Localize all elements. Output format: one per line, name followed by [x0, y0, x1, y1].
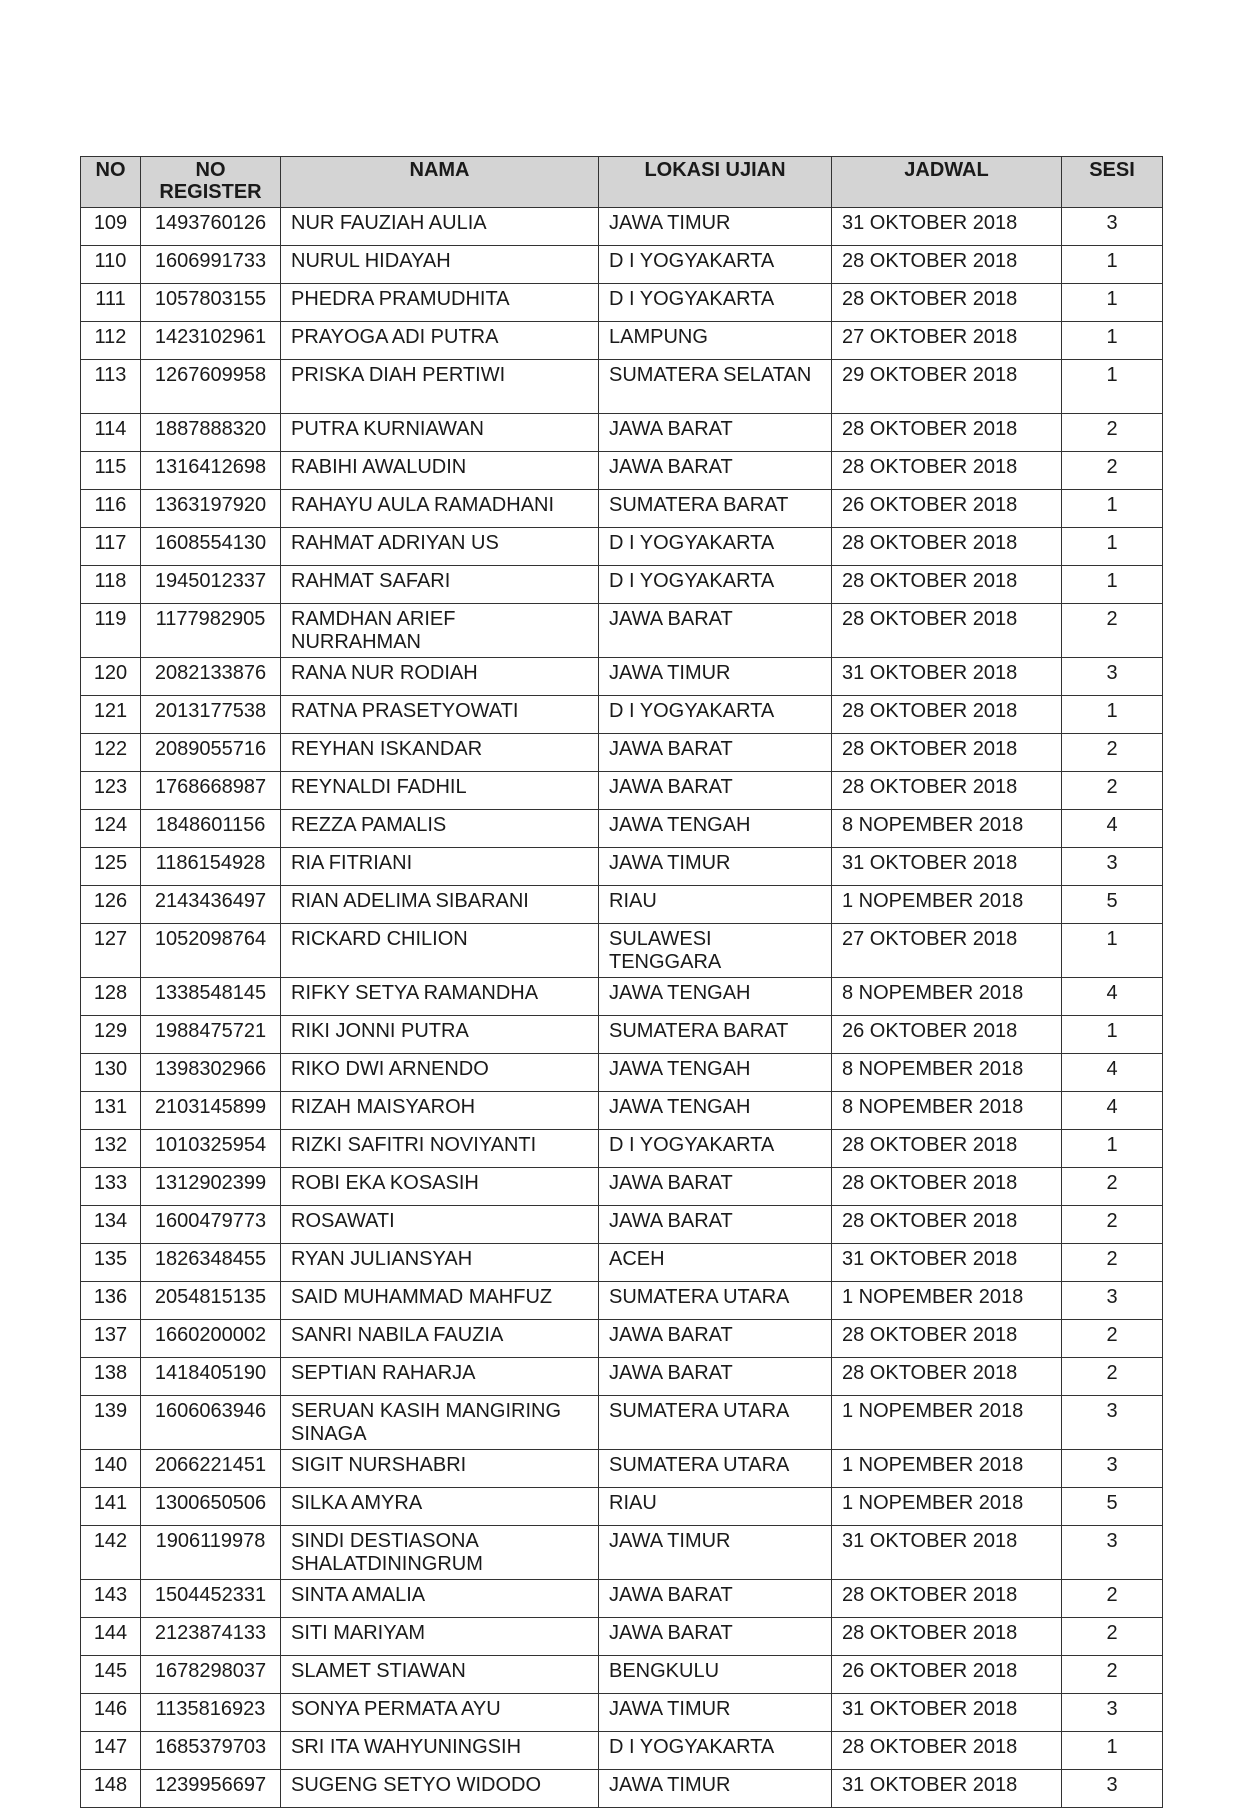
- table-row: [81, 414, 1163, 452]
- cell-no: 130: [81, 1054, 141, 1092]
- table-row: [81, 528, 1163, 566]
- cell-jadwal: 1 NOPEMBER 2018: [832, 1282, 1062, 1320]
- cell-jadwal: 28 OKTOBER 2018: [832, 246, 1062, 284]
- cell-nama: REZZA PAMALIS: [281, 810, 599, 848]
- cell-no-register: 2013177538: [141, 696, 281, 734]
- cell-no-register: 1239956697: [141, 1770, 281, 1808]
- cell-nama: ROSAWATI: [281, 1206, 599, 1244]
- table-row: [81, 978, 1163, 1016]
- cell-lokasi-ujian: SUMATERA UTARA: [599, 1450, 832, 1488]
- cell-lokasi-ujian: JAWA BARAT: [599, 604, 832, 658]
- cell-no: 131: [81, 1092, 141, 1130]
- cell-lokasi-ujian: JAWA BARAT: [599, 414, 832, 452]
- header-no: NO: [81, 157, 141, 208]
- cell-jadwal: 8 NOPEMBER 2018: [832, 978, 1062, 1016]
- cell-nama: PRISKA DIAH PERTIWI: [281, 360, 599, 414]
- cell-nama: SUGENG SETYO WIDODO: [281, 1770, 599, 1808]
- cell-nama: PRAYOGA ADI PUTRA: [281, 322, 599, 360]
- cell-nama: SAID MUHAMMAD MAHFUZ: [281, 1282, 599, 1320]
- cell-nama: RIZAH MAISYAROH: [281, 1092, 599, 1130]
- cell-jadwal: 8 NOPEMBER 2018: [832, 810, 1062, 848]
- cell-jadwal: 28 OKTOBER 2018: [832, 1580, 1062, 1618]
- cell-lokasi-ujian: JAWA BARAT: [599, 1206, 832, 1244]
- cell-lokasi-ujian: JAWA TENGAH: [599, 1054, 832, 1092]
- cell-no-register: 1848601156: [141, 810, 281, 848]
- cell-lokasi-ujian: SUMATERA UTARA: [599, 1282, 832, 1320]
- cell-no-register: 1606063946: [141, 1396, 281, 1450]
- cell-nama: SINTA AMALIA: [281, 1580, 599, 1618]
- cell-sesi: 2: [1062, 734, 1163, 772]
- table-row: [81, 924, 1163, 978]
- cell-jadwal: 28 OKTOBER 2018: [832, 1320, 1062, 1358]
- table-row: [81, 1618, 1163, 1656]
- cell-nama: SANRI NABILA FAUZIA: [281, 1320, 599, 1358]
- cell-no-register: 1685379703: [141, 1732, 281, 1770]
- cell-no: 147: [81, 1732, 141, 1770]
- cell-sesi: 4: [1062, 810, 1163, 848]
- cell-no-register: 1316412698: [141, 452, 281, 490]
- cell-nama: RAHMAT SAFARI: [281, 566, 599, 604]
- table-row: [81, 490, 1163, 528]
- cell-jadwal: 1 NOPEMBER 2018: [832, 1396, 1062, 1450]
- cell-nama: RIKI JONNI PUTRA: [281, 1016, 599, 1054]
- cell-lokasi-ujian: D I YOGYAKARTA: [599, 284, 832, 322]
- cell-no: 135: [81, 1244, 141, 1282]
- table-row: [81, 658, 1163, 696]
- cell-sesi: 4: [1062, 1054, 1163, 1092]
- cell-no: 113: [81, 360, 141, 414]
- table-row: [81, 1206, 1163, 1244]
- cell-no-register: 1600479773: [141, 1206, 281, 1244]
- cell-lokasi-ujian: JAWA BARAT: [599, 452, 832, 490]
- cell-no-register: 1398302966: [141, 1054, 281, 1092]
- table-row: [81, 1054, 1163, 1092]
- cell-no-register: 1177982905: [141, 604, 281, 658]
- cell-no-register: 1887888320: [141, 414, 281, 452]
- table-row: [81, 1770, 1163, 1808]
- cell-no: 140: [81, 1450, 141, 1488]
- cell-no: 133: [81, 1168, 141, 1206]
- cell-jadwal: 8 NOPEMBER 2018: [832, 1054, 1062, 1092]
- table-row: [81, 246, 1163, 284]
- table-row: [81, 1656, 1163, 1694]
- cell-jadwal: 28 OKTOBER 2018: [832, 734, 1062, 772]
- cell-sesi: 2: [1062, 1656, 1163, 1694]
- cell-jadwal: 31 OKTOBER 2018: [832, 658, 1062, 696]
- cell-no-register: 1363197920: [141, 490, 281, 528]
- header-sesi: SESI: [1062, 157, 1163, 208]
- cell-sesi: 3: [1062, 1694, 1163, 1732]
- cell-nama: RABIHI AWALUDIN: [281, 452, 599, 490]
- cell-jadwal: 28 OKTOBER 2018: [832, 452, 1062, 490]
- cell-lokasi-ujian: JAWA BARAT: [599, 1618, 832, 1656]
- cell-lokasi-ujian: JAWA TENGAH: [599, 1092, 832, 1130]
- cell-nama: REYHAN ISKANDAR: [281, 734, 599, 772]
- cell-sesi: 1: [1062, 284, 1163, 322]
- cell-no: 118: [81, 566, 141, 604]
- cell-sesi: 1: [1062, 246, 1163, 284]
- cell-lokasi-ujian: RIAU: [599, 886, 832, 924]
- table-row: [81, 208, 1163, 246]
- header-jadwal: JADWAL: [832, 157, 1062, 208]
- cell-jadwal: 31 OKTOBER 2018: [832, 1526, 1062, 1580]
- cell-nama: ROBI EKA KOSASIH: [281, 1168, 599, 1206]
- cell-sesi: 2: [1062, 414, 1163, 452]
- cell-no: 109: [81, 208, 141, 246]
- cell-no: 124: [81, 810, 141, 848]
- cell-nama: SIGIT NURSHABRI: [281, 1450, 599, 1488]
- cell-jadwal: 26 OKTOBER 2018: [832, 490, 1062, 528]
- cell-nama: SERUAN KASIH MANGIRING SINAGA: [281, 1396, 599, 1450]
- cell-nama: RAHMAT ADRIYAN US: [281, 528, 599, 566]
- cell-sesi: 4: [1062, 978, 1163, 1016]
- table-row: [81, 1016, 1163, 1054]
- cell-sesi: 4: [1062, 1092, 1163, 1130]
- cell-lokasi-ujian: JAWA TENGAH: [599, 978, 832, 1016]
- cell-no-register: 1338548145: [141, 978, 281, 1016]
- table-row: [81, 452, 1163, 490]
- cell-jadwal: 28 OKTOBER 2018: [832, 1206, 1062, 1244]
- cell-sesi: 1: [1062, 696, 1163, 734]
- cell-no: 122: [81, 734, 141, 772]
- table-row: [81, 1168, 1163, 1206]
- cell-no: 148: [81, 1770, 141, 1808]
- cell-jadwal: 31 OKTOBER 2018: [832, 1244, 1062, 1282]
- cell-no: 128: [81, 978, 141, 1016]
- cell-sesi: 2: [1062, 1580, 1163, 1618]
- cell-sesi: 1: [1062, 1130, 1163, 1168]
- cell-lokasi-ujian: D I YOGYAKARTA: [599, 528, 832, 566]
- cell-no: 137: [81, 1320, 141, 1358]
- cell-jadwal: 28 OKTOBER 2018: [832, 566, 1062, 604]
- cell-sesi: 2: [1062, 1206, 1163, 1244]
- cell-lokasi-ujian: JAWA BARAT: [599, 1320, 832, 1358]
- cell-no: 111: [81, 284, 141, 322]
- cell-jadwal: 28 OKTOBER 2018: [832, 696, 1062, 734]
- cell-lokasi-ujian: JAWA TIMUR: [599, 1526, 832, 1580]
- cell-sesi: 3: [1062, 1396, 1163, 1450]
- cell-lokasi-ujian: SUMATERA BARAT: [599, 490, 832, 528]
- cell-jadwal: 28 OKTOBER 2018: [832, 1168, 1062, 1206]
- cell-no: 142: [81, 1526, 141, 1580]
- header-lokasi-ujian: LOKASI UJIAN: [599, 157, 832, 208]
- cell-nama: SITI MARIYAM: [281, 1618, 599, 1656]
- cell-lokasi-ujian: SUMATERA BARAT: [599, 1016, 832, 1054]
- cell-no-register: 1906119978: [141, 1526, 281, 1580]
- table-row: [81, 696, 1163, 734]
- cell-sesi: 2: [1062, 1358, 1163, 1396]
- cell-lokasi-ujian: BENGKULU: [599, 1656, 832, 1694]
- cell-no-register: 1826348455: [141, 1244, 281, 1282]
- cell-no-register: 1660200002: [141, 1320, 281, 1358]
- cell-no-register: 1312902399: [141, 1168, 281, 1206]
- cell-jadwal: 28 OKTOBER 2018: [832, 284, 1062, 322]
- cell-lokasi-ujian: JAWA BARAT: [599, 1168, 832, 1206]
- table-header-row: [81, 157, 1163, 208]
- table-row: [81, 1694, 1163, 1732]
- cell-nama: SLAMET STIAWAN: [281, 1656, 599, 1694]
- cell-jadwal: 29 OKTOBER 2018: [832, 360, 1062, 414]
- cell-jadwal: 28 OKTOBER 2018: [832, 528, 1062, 566]
- cell-sesi: 3: [1062, 208, 1163, 246]
- cell-no: 139: [81, 1396, 141, 1450]
- cell-no: 143: [81, 1580, 141, 1618]
- cell-sesi: 1: [1062, 924, 1163, 978]
- cell-no-register: 1988475721: [141, 1016, 281, 1054]
- cell-nama: RATNA PRASETYOWATI: [281, 696, 599, 734]
- cell-jadwal: 28 OKTOBER 2018: [832, 1732, 1062, 1770]
- table-row: [81, 734, 1163, 772]
- table-row: [81, 1450, 1163, 1488]
- cell-jadwal: 31 OKTOBER 2018: [832, 208, 1062, 246]
- cell-no-register: 1267609958: [141, 360, 281, 414]
- cell-sesi: 2: [1062, 452, 1163, 490]
- cell-lokasi-ujian: D I YOGYAKARTA: [599, 566, 832, 604]
- cell-no-register: 2066221451: [141, 1450, 281, 1488]
- cell-no: 116: [81, 490, 141, 528]
- cell-nama: PUTRA KURNIAWAN: [281, 414, 599, 452]
- cell-sesi: 1: [1062, 490, 1163, 528]
- table-body: [81, 208, 1163, 1808]
- cell-no: 117: [81, 528, 141, 566]
- table-row: [81, 810, 1163, 848]
- cell-lokasi-ujian: D I YOGYAKARTA: [599, 696, 832, 734]
- table-row: [81, 360, 1163, 414]
- cell-lokasi-ujian: JAWA TIMUR: [599, 1770, 832, 1808]
- cell-lokasi-ujian: D I YOGYAKARTA: [599, 1732, 832, 1770]
- cell-jadwal: 28 OKTOBER 2018: [832, 604, 1062, 658]
- cell-lokasi-ujian: SUMATERA SELATAN: [599, 360, 832, 414]
- cell-nama: RANA NUR RODIAH: [281, 658, 599, 696]
- table-row: [81, 566, 1163, 604]
- cell-nama: RAHAYU AULA RAMADHANI: [281, 490, 599, 528]
- cell-no: 110: [81, 246, 141, 284]
- cell-nama: SRI ITA WAHYUNINGSIH: [281, 1732, 599, 1770]
- cell-no: 132: [81, 1130, 141, 1168]
- cell-no-register: 1608554130: [141, 528, 281, 566]
- cell-sesi: 2: [1062, 1244, 1163, 1282]
- cell-no: 144: [81, 1618, 141, 1656]
- cell-nama: RAMDHAN ARIEF NURRAHMAN: [281, 604, 599, 658]
- cell-no: 138: [81, 1358, 141, 1396]
- cell-sesi: 1: [1062, 322, 1163, 360]
- table-row: [81, 1358, 1163, 1396]
- cell-no: 119: [81, 604, 141, 658]
- cell-sesi: 2: [1062, 772, 1163, 810]
- cell-lokasi-ujian: JAWA TIMUR: [599, 208, 832, 246]
- cell-no: 141: [81, 1488, 141, 1526]
- table-row: [81, 1732, 1163, 1770]
- table-row: [81, 1130, 1163, 1168]
- cell-sesi: 5: [1062, 1488, 1163, 1526]
- cell-no: 126: [81, 886, 141, 924]
- cell-no-register: 1010325954: [141, 1130, 281, 1168]
- cell-sesi: 5: [1062, 886, 1163, 924]
- participant-table: [80, 156, 1163, 1808]
- cell-jadwal: 31 OKTOBER 2018: [832, 848, 1062, 886]
- cell-nama: RIKO DWI ARNENDO: [281, 1054, 599, 1092]
- header-nama: NAMA: [281, 157, 599, 208]
- cell-nama: SONYA PERMATA AYU: [281, 1694, 599, 1732]
- table-row: [81, 1282, 1163, 1320]
- cell-lokasi-ujian: LAMPUNG: [599, 322, 832, 360]
- cell-no-register: 1300650506: [141, 1488, 281, 1526]
- cell-sesi: 1: [1062, 528, 1163, 566]
- cell-nama: NURUL HIDAYAH: [281, 246, 599, 284]
- cell-no: 112: [81, 322, 141, 360]
- cell-no-register: 1057803155: [141, 284, 281, 322]
- cell-no: 127: [81, 924, 141, 978]
- cell-nama: SILKA AMYRA: [281, 1488, 599, 1526]
- cell-sesi: 2: [1062, 1168, 1163, 1206]
- cell-jadwal: 28 OKTOBER 2018: [832, 414, 1062, 452]
- cell-sesi: 1: [1062, 1016, 1163, 1054]
- cell-no-register: 1945012337: [141, 566, 281, 604]
- cell-jadwal: 28 OKTOBER 2018: [832, 772, 1062, 810]
- cell-lokasi-ujian: RIAU: [599, 1488, 832, 1526]
- cell-lokasi-ujian: SULAWESI TENGGARA: [599, 924, 832, 978]
- cell-jadwal: 1 NOPEMBER 2018: [832, 1488, 1062, 1526]
- cell-jadwal: 26 OKTOBER 2018: [832, 1016, 1062, 1054]
- cell-no: 145: [81, 1656, 141, 1694]
- cell-no-register: 1678298037: [141, 1656, 281, 1694]
- table-row: [81, 1526, 1163, 1580]
- cell-no-register: 2123874133: [141, 1618, 281, 1656]
- cell-lokasi-ujian: SUMATERA UTARA: [599, 1396, 832, 1450]
- cell-jadwal: 27 OKTOBER 2018: [832, 924, 1062, 978]
- cell-jadwal: 1 NOPEMBER 2018: [832, 886, 1062, 924]
- header-no-register: NO REGISTER: [141, 157, 281, 208]
- cell-no: 120: [81, 658, 141, 696]
- cell-jadwal: 26 OKTOBER 2018: [832, 1656, 1062, 1694]
- cell-lokasi-ujian: D I YOGYAKARTA: [599, 246, 832, 284]
- cell-sesi: 1: [1062, 1732, 1163, 1770]
- cell-no-register: 1606991733: [141, 246, 281, 284]
- cell-no: 121: [81, 696, 141, 734]
- cell-nama: RIZKI SAFITRI NOVIYANTI: [281, 1130, 599, 1168]
- cell-sesi: 3: [1062, 658, 1163, 696]
- table-row: [81, 1244, 1163, 1282]
- table-row: [81, 1580, 1163, 1618]
- cell-no-register: 1768668987: [141, 772, 281, 810]
- cell-sesi: 3: [1062, 1282, 1163, 1320]
- cell-sesi: 2: [1062, 1618, 1163, 1656]
- cell-no: 123: [81, 772, 141, 810]
- cell-nama: RIA FITRIANI: [281, 848, 599, 886]
- table-row: [81, 886, 1163, 924]
- cell-nama: NUR FAUZIAH AULIA: [281, 208, 599, 246]
- table-row: [81, 1092, 1163, 1130]
- table-row: [81, 848, 1163, 886]
- cell-lokasi-ujian: JAWA TIMUR: [599, 658, 832, 696]
- cell-no-register: 1186154928: [141, 848, 281, 886]
- cell-nama: REYNALDI FADHIL: [281, 772, 599, 810]
- cell-lokasi-ujian: JAWA TENGAH: [599, 810, 832, 848]
- cell-no-register: 1418405190: [141, 1358, 281, 1396]
- cell-sesi: 3: [1062, 1450, 1163, 1488]
- cell-lokasi-ujian: JAWA BARAT: [599, 1358, 832, 1396]
- cell-lokasi-ujian: JAWA TIMUR: [599, 1694, 832, 1732]
- cell-no: 134: [81, 1206, 141, 1244]
- cell-jadwal: 28 OKTOBER 2018: [832, 1618, 1062, 1656]
- cell-no-register: 1052098764: [141, 924, 281, 978]
- table-row: [81, 284, 1163, 322]
- cell-jadwal: 1 NOPEMBER 2018: [832, 1450, 1062, 1488]
- cell-lokasi-ujian: JAWA BARAT: [599, 734, 832, 772]
- cell-jadwal: 8 NOPEMBER 2018: [832, 1092, 1062, 1130]
- cell-no: 115: [81, 452, 141, 490]
- cell-jadwal: 31 OKTOBER 2018: [832, 1770, 1062, 1808]
- cell-sesi: 2: [1062, 1320, 1163, 1358]
- table-row: [81, 322, 1163, 360]
- cell-no-register: 2143436497: [141, 886, 281, 924]
- cell-no-register: 2089055716: [141, 734, 281, 772]
- cell-no: 114: [81, 414, 141, 452]
- cell-nama: RYAN JULIANSYAH: [281, 1244, 599, 1282]
- cell-no: 136: [81, 1282, 141, 1320]
- cell-no-register: 1135816923: [141, 1694, 281, 1732]
- cell-no: 129: [81, 1016, 141, 1054]
- cell-nama: RICKARD CHILION: [281, 924, 599, 978]
- cell-jadwal: 28 OKTOBER 2018: [832, 1130, 1062, 1168]
- cell-lokasi-ujian: JAWA TIMUR: [599, 848, 832, 886]
- cell-no-register: 2082133876: [141, 658, 281, 696]
- cell-sesi: 3: [1062, 848, 1163, 886]
- cell-sesi: 1: [1062, 360, 1163, 414]
- cell-lokasi-ujian: D I YOGYAKARTA: [599, 1130, 832, 1168]
- cell-no-register: 2103145899: [141, 1092, 281, 1130]
- cell-jadwal: 27 OKTOBER 2018: [832, 322, 1062, 360]
- cell-nama: RIAN ADELIMA SIBARANI: [281, 886, 599, 924]
- cell-sesi: 1: [1062, 566, 1163, 604]
- table-row: [81, 1320, 1163, 1358]
- cell-no-register: 1423102961: [141, 322, 281, 360]
- cell-sesi: 2: [1062, 604, 1163, 658]
- cell-lokasi-ujian: JAWA BARAT: [599, 772, 832, 810]
- cell-lokasi-ujian: ACEH: [599, 1244, 832, 1282]
- cell-sesi: 3: [1062, 1526, 1163, 1580]
- cell-no: 146: [81, 1694, 141, 1732]
- table-row: [81, 772, 1163, 810]
- cell-nama: SINDI DESTIASONA SHALATDININGRUM: [281, 1526, 599, 1580]
- cell-no-register: 1504452331: [141, 1580, 281, 1618]
- cell-jadwal: 31 OKTOBER 2018: [832, 1694, 1062, 1732]
- cell-nama: SEPTIAN RAHARJA: [281, 1358, 599, 1396]
- table-row: [81, 604, 1163, 658]
- cell-sesi: 3: [1062, 1770, 1163, 1808]
- cell-nama: RIFKY SETYA RAMANDHA: [281, 978, 599, 1016]
- cell-no: 125: [81, 848, 141, 886]
- cell-jadwal: 28 OKTOBER 2018: [832, 1358, 1062, 1396]
- cell-lokasi-ujian: JAWA BARAT: [599, 1580, 832, 1618]
- cell-no-register: 2054815135: [141, 1282, 281, 1320]
- cell-no-register: 1493760126: [141, 208, 281, 246]
- cell-nama: PHEDRA PRAMUDHITA: [281, 284, 599, 322]
- table-row: [81, 1488, 1163, 1526]
- table-row: [81, 1396, 1163, 1450]
